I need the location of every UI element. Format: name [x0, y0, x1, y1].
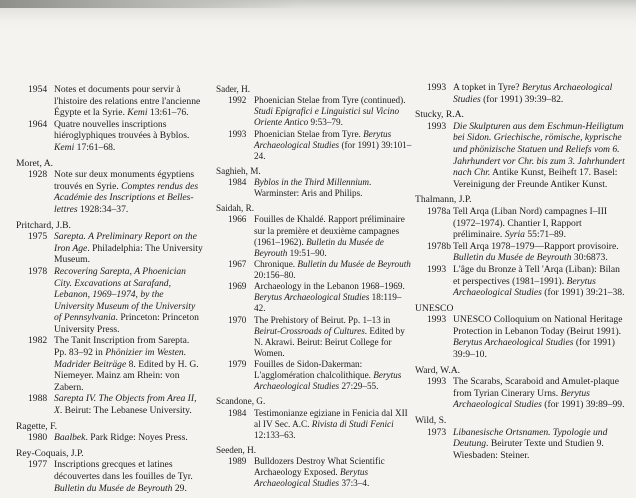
- entry-title-italic: Berytus Archaeological Studies: [453, 82, 613, 105]
- entry-text-part: . Edited by N. Akrawi. Beirut: Beirut College for Women.: [254, 325, 405, 358]
- bibliography-entry: [16, 84, 204, 119]
- bibliography-entry: [415, 206, 625, 241]
- entry-year: 1975: [28, 231, 48, 243]
- entry-title-italic: Die Skulpturen aus dem Eschmun-Heiligtum bei Sidon. Griechische, römische, kyprische und phönizische Statuen und Reliefs vom 6. Jahrhundert vor Chr. bis zum 3. Jahrhundert nach Chr.: [453, 120, 625, 179]
- entry-text-part: . Park Ridge: Noyes Press.: [85, 432, 188, 444]
- entry-year: 1993: [427, 82, 447, 93]
- entry-text-part: Fouilles de Khaldé. Rapport préliminaire sur la première et deuxième campagnes (1961–1962).: [254, 214, 405, 247]
- entry-text: [453, 82, 625, 105]
- entry-title-italic: Kemi: [127, 107, 148, 119]
- entry-text-part: The Scarabs, Scaraboid and Amulet-plaque from Tyrian Cinerary Urns.: [453, 376, 619, 399]
- entry-year: 1966: [228, 214, 247, 225]
- entry-title-italic: Bulletin du Musée de Beyrouth: [54, 482, 173, 494]
- entry-text-part: Archaeology in the Lebanon 1968–1969.: [254, 281, 405, 292]
- bibliography-entry: [216, 456, 412, 489]
- bibliography-column-3: [415, 82, 625, 461]
- bibliography-entry: [216, 408, 412, 441]
- entry-year: 1969: [228, 281, 247, 292]
- entry-text-part: Quatre nouvelles inscriptions hiéroglyphiques trouvées à Byblos.: [54, 118, 190, 142]
- entry-text-part: . Warminster: Aris and Philips.: [254, 177, 372, 199]
- entry-year: 1993: [427, 376, 447, 388]
- author-name: Wild, S.: [415, 415, 447, 427]
- entry-text-part: . Philadelphia: The University Museum.: [54, 242, 203, 266]
- entry-text-part: 17:61–68.: [74, 141, 116, 153]
- entry-title-italic: Berytus Archaeological Studies: [254, 292, 370, 303]
- entry-year: 1978a: [427, 205, 451, 217]
- entry-year: 1982: [28, 335, 48, 347]
- entry-text-part: Note sur deux monuments égyptiens trouvés en Syrie.: [54, 169, 195, 192]
- entry-text: [254, 408, 412, 441]
- entry-title-italic: Bulletin du Musée de Beyrouth: [297, 258, 411, 269]
- entry-text: [453, 241, 625, 264]
- bibliography-entry: [216, 281, 412, 314]
- entry-year: 1970: [228, 314, 247, 325]
- entry-text-part: Tell Arqa (Liban Nord) campagnes I–III (1972–1974). Chantier I, Rapport préliminaire.: [453, 205, 608, 241]
- entry-text: [453, 427, 625, 462]
- entry-year: 1977: [28, 459, 48, 471]
- entry-year: 1978: [28, 265, 48, 277]
- entry-title-italic: Berytus Archaeological Studies: [453, 275, 596, 299]
- bibliography-entry: [16, 459, 204, 494]
- bibliography-entry: [415, 314, 625, 360]
- author-name: Sader, H.: [216, 84, 251, 94]
- entry-text-part: 19:51–90.: [287, 247, 327, 258]
- entry-title-italic: Berytus Archaeological Studies: [254, 370, 402, 392]
- entry-title-italic: Byblos in the Third Millennium: [254, 177, 370, 187]
- entry-title-italic: Bulletin du Musée de Beyrouth: [254, 236, 384, 258]
- entry-text-part: 13:61–76.: [147, 107, 189, 119]
- entry-title-italic: Baalbek: [54, 432, 86, 444]
- entry-text-part: (for 1991) 39:39–82.: [480, 93, 564, 105]
- entry-year: 1980: [28, 432, 48, 444]
- entry-title-italic: Berytus Archaeological Studies: [254, 467, 369, 489]
- entry-title-italic: Beirut-Crossroads of Cultures: [254, 325, 365, 336]
- author-name: Scandone, G.: [216, 396, 266, 407]
- entry-text: [254, 214, 412, 259]
- entry-text-part: Antike Kunst, Beiheft 17. Basel: Vereinigung der Freunde Antiker Kunst.: [453, 167, 618, 190]
- author-name: Saghieh, M.: [216, 165, 261, 176]
- entry-text-part: . Princeton: Princeton University Press.: [54, 312, 199, 335]
- entry-title-italic: Kemi: [54, 141, 75, 153]
- entry-text: [54, 432, 204, 444]
- entry-title-italic: Phönizier im Westen. Madrider Beiträge: [54, 347, 187, 370]
- entry-title-italic: Rivista di Studi Fenici: [311, 418, 394, 429]
- entry-text: [254, 177, 412, 199]
- bibliography-entry: [16, 393, 204, 416]
- entry-year: 1993: [427, 314, 447, 326]
- author-name: Seeden, H.: [216, 444, 257, 455]
- entry-text-part: (for 1991) 39:9–10.: [453, 337, 615, 361]
- entry-text-part: 30:6873.: [571, 252, 608, 264]
- entry-year: 1979: [228, 359, 247, 369]
- entry-text: [54, 459, 204, 494]
- entry-text-part: 27:29–55.: [339, 381, 379, 392]
- entry-text-part: (for 1991) 39:89–99.: [541, 399, 625, 411]
- bibliography-entry: [216, 177, 412, 199]
- entry-text: [254, 281, 412, 314]
- entry-text: [254, 315, 412, 360]
- entry-year: 1967: [228, 258, 247, 269]
- author-name: UNESCO: [415, 302, 454, 314]
- bibliography-entry: [415, 241, 625, 264]
- entry-year: 1928: [28, 169, 48, 181]
- entry-text: [254, 259, 412, 281]
- entry-title-italic: Libanesische Ortsnamen. Typologie und Deutung: [453, 426, 608, 450]
- entry-text: [453, 264, 625, 299]
- entry-text-part: . Beiruter Texte und Studien 9. Wiesbaden: Steiner.: [453, 438, 604, 461]
- author-name: Moret, A.: [16, 157, 54, 169]
- entry-text-part: Chronique.: [254, 258, 298, 269]
- entry-title-italic: Recovering Sarepta, A Phoenician City. Excavations at Sarafand, Lebanon, 1969–1974, by the University Museum of the University of Pennsylvania: [54, 265, 196, 324]
- bibliography-entry: [216, 95, 412, 128]
- entry-title-italic: Studi Epigrafici e Linguistici sul Vicino Oriente Antico: [254, 106, 400, 128]
- entry-text-part: Testimonianze egiziane in Fenicia dal XII al IV Sec. A.C.: [254, 407, 408, 429]
- entry-text-part: Tell Arqa 1978–1979—Rapport provisoire.: [453, 240, 619, 252]
- bibliography-entry: [415, 376, 625, 411]
- entry-text: [54, 84, 204, 119]
- bibliography-entry: [16, 169, 204, 215]
- entry-text-part: 8. Edited by H. G. Niemeyer. Mainz am Rhein: von Zabern.: [54, 358, 199, 393]
- entry-text-part: The Prehistory of Beirut. Pp. 1–13 in: [254, 314, 391, 325]
- author-name: Pritchard, J.B.: [16, 219, 71, 231]
- author-name: Ragette, F.: [16, 420, 58, 432]
- entry-year: 1989: [228, 456, 247, 466]
- entry-year: 1973: [427, 426, 447, 438]
- bibliography-entry: [16, 335, 204, 393]
- entry-text-part: 29.: [172, 482, 187, 494]
- entry-text-part: 20:156–80.: [254, 270, 296, 280]
- entry-text: [54, 119, 204, 154]
- entry-title-italic: Sarepta. A Preliminary Report on the Iron Age: [54, 231, 197, 254]
- bibliography-entry: [415, 264, 625, 299]
- entry-year: 1993: [427, 120, 447, 132]
- bibliography-entry: [216, 214, 412, 259]
- entry-year: 1984: [228, 177, 247, 187]
- entry-year: 1978b: [427, 240, 451, 252]
- entry-text-part: A topket in Tyre?: [453, 82, 522, 93]
- entry-text: [254, 456, 412, 489]
- entry-year: 1964: [28, 118, 48, 130]
- entry-title-italic: Comptes rendus des Académie des Inscriptions et Belles-lettres: [54, 180, 199, 215]
- entry-text-part: 1928:34–37.: [77, 203, 129, 215]
- bibliography-entry: [16, 119, 204, 154]
- entry-text: [54, 169, 204, 215]
- bibliography-entry: [415, 121, 625, 191]
- bibliography-column-2: [216, 84, 412, 489]
- entry-text: [54, 335, 204, 393]
- entry-text-part: L'âge du Bronze à Tell 'Arqa (Liban): Bilan et perspectives (1981–1991).: [453, 263, 620, 287]
- entry-text: [453, 376, 625, 411]
- entry-text: [453, 314, 625, 360]
- entry-title-italic: Sarepta IV. The Objects from Area II, X: [54, 393, 197, 417]
- bibliography-entry: [415, 82, 625, 105]
- entry-text-part: Notes et documents pour servir à l'histoire des relations entre l'ancienne Égypte et la Syrie.: [54, 84, 201, 119]
- entry-year: 1993: [427, 263, 447, 275]
- entry-text-part: 9:53–79.: [308, 117, 343, 128]
- author-name: Rey-Coquais, J.P.: [16, 447, 84, 459]
- entry-text: [54, 231, 204, 266]
- entry-text-part: 37:3–4.: [339, 478, 370, 489]
- entry-text-part: UNESCO Colloquium on National Heritage Protection in Lebanon Today (Beirut 1991).: [453, 314, 623, 337]
- entry-text: [254, 95, 412, 128]
- entry-title-italic: Berytus Archaeological Studies: [453, 387, 590, 411]
- bibliography-entry: [216, 259, 412, 281]
- entry-text-part: Phoenician Stelae from Tyre (continued).: [254, 95, 406, 106]
- entry-text-part: 55:71–89.: [524, 229, 566, 241]
- author-name: Saidah, R.: [216, 203, 255, 214]
- entry-year: 1984: [228, 407, 247, 418]
- scan-shadow-dark: [0, 0, 300, 8]
- entry-text: [54, 393, 204, 416]
- entry-text: [453, 121, 625, 191]
- entry-text-part: Fouilles de Sidon-Dakerman: L'agglomération chalcolithique.: [254, 359, 374, 381]
- bibliography-entry: [216, 359, 412, 392]
- bibliography-entry: [16, 266, 204, 336]
- entry-text: [54, 266, 204, 336]
- author-name: Ward, W.A.: [415, 364, 461, 376]
- entry-text-part: . Beirut: The Lebanese University.: [59, 405, 192, 417]
- author-name: Stucky, R.A.: [415, 109, 464, 121]
- entry-text-part: Phoenician Stelae from Tyre.: [254, 128, 364, 139]
- entry-year: 1954: [28, 84, 48, 95]
- bibliography-entry: [216, 315, 412, 360]
- entry-text: [254, 359, 412, 392]
- entry-year: 1988: [28, 393, 48, 405]
- entry-text-part: 18:119–42.: [254, 292, 402, 314]
- entry-text-part: Inscriptions grecques et latines découvertes dans les fouilles de Tyr.: [54, 459, 193, 482]
- bibliography-entry: [216, 129, 412, 162]
- entry-text: [254, 129, 412, 162]
- entry-text-part: (for 1991) 39:21–38.: [541, 287, 625, 299]
- entry-title-italic: Syria: [504, 229, 525, 241]
- entry-year: 1993: [228, 128, 247, 139]
- author-name: Thalmann, J.P.: [415, 194, 472, 206]
- bibliography-entry: [415, 427, 625, 462]
- bibliography-entry: [16, 432, 204, 444]
- entry-text: [453, 206, 625, 241]
- entry-text-part: The Tanit Inscription from Sarepta. Pp. 83–92 in: [54, 335, 190, 359]
- entry-title-italic: Bulletin du Musée de Beyrouth: [453, 252, 572, 264]
- bibliography-entry: [16, 231, 204, 266]
- entry-year: 1992: [228, 95, 247, 106]
- bibliography-column-1: [16, 84, 204, 494]
- entry-title-italic: Berytus Archaeological Studies: [453, 337, 574, 349]
- entry-text-part: 12:133–63.: [254, 429, 296, 440]
- entry-text-part: Bulldozers Destroy What Scientific Archaeology Exposed.: [254, 456, 385, 478]
- entry-title-italic: Berytus Archaeological Studies: [254, 128, 392, 150]
- entry-text-part: (for 1991) 39:101–24.: [254, 139, 412, 161]
